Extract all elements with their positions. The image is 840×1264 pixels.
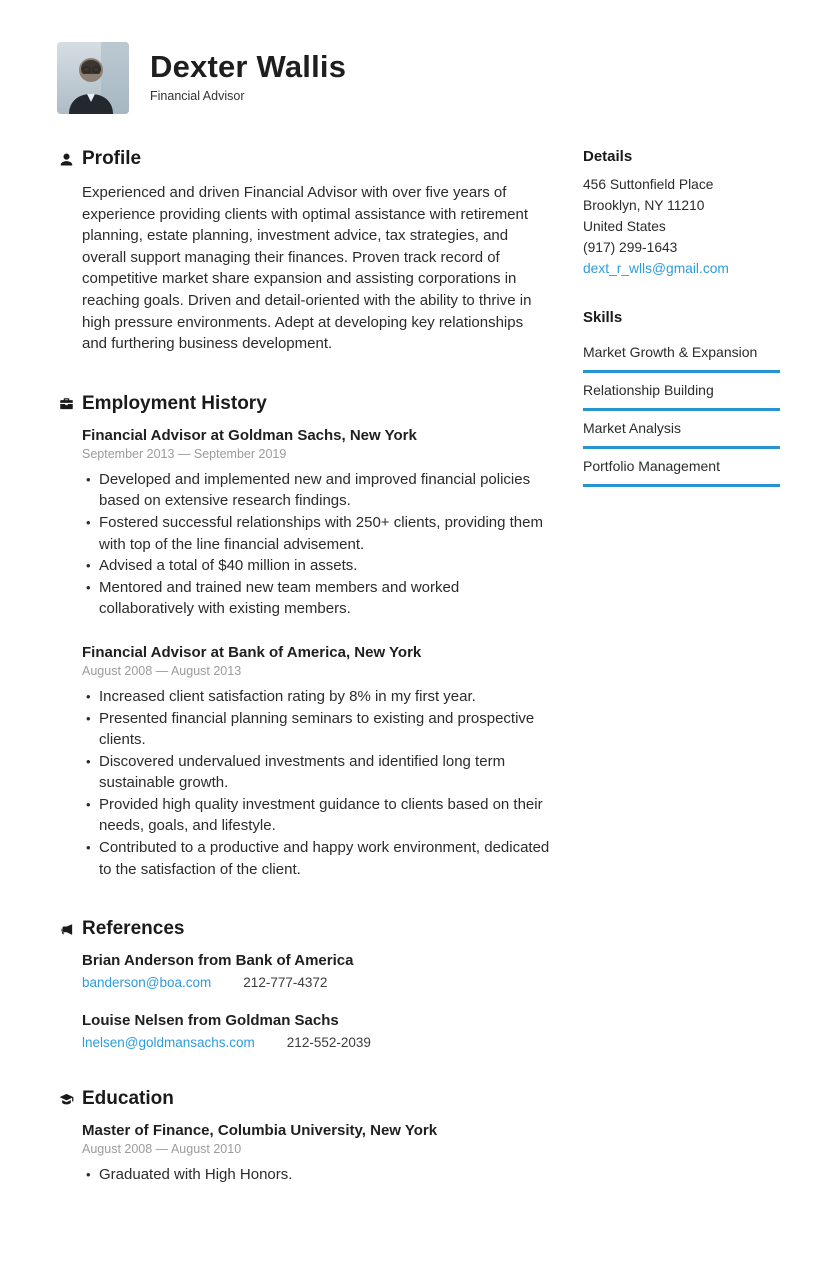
section-employment [57,393,550,881]
details-address-line: 456 Suttonfield Place [583,177,714,192]
details-heading: Details [583,148,633,165]
skill-label: Relationship Building [583,382,714,398]
skill-label: Market Growth & Expansion [583,344,758,360]
job-title: Financial Advisor at Goldman Sachs, New York [82,426,417,444]
section-education [57,1088,550,1186]
profile-heading: Profile [82,148,142,169]
candidate-name: Dexter Wallis [150,49,347,84]
skill-item [583,449,780,487]
briefcase-icon [57,396,82,411]
section-profile [57,148,550,355]
details-phone: (917) 299-1643 [583,240,678,255]
main-column [57,148,550,1224]
identity-block [150,42,346,103]
graduation-cap-icon [57,1092,82,1107]
reference-entry [82,952,550,990]
education-dates: August 2008 — August 2010 [82,1142,242,1157]
skill-label: Portfolio Management [583,458,720,474]
job-title: Financial Advisor at Bank of America, New York [82,643,422,661]
skills-heading: Skills [583,309,623,326]
references-section-head [57,918,550,940]
job-bullet: • Fostered successful relationships with 250+ clients, providing them with top of the line financial advisement. [82,512,550,555]
education-bullet: • Graduated with High Honors. [82,1164,550,1186]
skill-item [583,411,780,449]
sidebar-column [583,148,780,517]
reference-email-link[interactable]: lnelsen@goldmansachs.com [82,1035,255,1051]
reference-name: Louise Nelsen from Goldman Sachs [82,1012,339,1030]
skill-item [583,335,780,373]
details-block [583,148,780,279]
employment-heading: Employment History [82,392,267,414]
job-entry [82,644,550,880]
job-bullet: • Mentored and trained new team members and worked collaboratively with existing members. [82,577,550,620]
job-bullet: • Provided high quality investment guidance to clients based on their needs, goals, and lifestyle. [82,794,550,837]
reference-name: Brian Anderson from Bank of America [82,952,354,970]
skills-block [583,309,780,487]
reference-contact [82,1035,550,1050]
details-email-link[interactable]: dext_r_wlls@gmail.com [583,261,729,276]
job-bullet: • Discovered undervalued investments and identified long term sustainable growth. [82,751,550,794]
candidate-title: Financial Advisor [150,89,245,104]
education-bullet-list [82,1164,550,1186]
skill-item [583,373,780,411]
education-degree: Master of Finance, Columbia University, New York [82,1122,438,1140]
education-entry [82,1122,550,1186]
education-heading: Education [82,1088,174,1110]
person-icon [57,152,82,167]
job-bullet-list [82,686,550,880]
resume-header [57,42,780,114]
content-columns [57,148,780,1224]
skill-label: Market Analysis [583,420,682,436]
reference-entry [82,1012,550,1050]
profile-section-head [57,148,550,170]
references-heading: References [82,918,185,940]
job-bullet: • Contributed to a productive and happy work environment, dedicated to the satisfaction of the client. [82,837,550,880]
education-section-head [57,1088,550,1110]
job-dates: August 2008 — August 2013 [82,663,242,678]
details-address-line: United States [583,219,666,234]
profile-text: Experienced and driven Financial Advisor with over five years of experience providing clients with optimal assistance with retirement planning, estate planning, investment advice, tax strategies, and overall support managing their finances. Proven track record of competitive market share expansion and assisting corporations in reaching goals. Driven and detail-oriented with the ability to thrive in high pressure environments. Adept at developing key relationships and furthering business development. [82,184,532,353]
employment-section-head [57,393,550,415]
job-bullet: • Developed and implemented new and improved financial policies based on extensive research findings. [82,469,550,512]
reference-phone: 212-552-2039 [286,1035,371,1051]
job-bullet: • Increased client satisfaction rating by 8% in my first year. [82,686,550,708]
profile-photo [57,42,129,114]
details-address-line: Brooklyn, NY 11210 [583,198,705,213]
reference-contact [82,975,550,990]
section-references [57,918,550,1050]
reference-email-link[interactable]: banderson@boa.com [82,975,212,991]
job-bullet: • Advised a total of $40 million in assets. [82,555,550,577]
job-entry [82,427,550,620]
reference-phone: 212-777-4372 [243,975,328,991]
job-bullet-list [82,469,550,620]
profile-photo-image [57,42,129,114]
megaphone-icon [57,922,82,937]
job-dates: September 2013 — September 2019 [82,446,287,461]
job-bullet: • Presented financial planning seminars to existing and prospective clients. [82,708,550,751]
